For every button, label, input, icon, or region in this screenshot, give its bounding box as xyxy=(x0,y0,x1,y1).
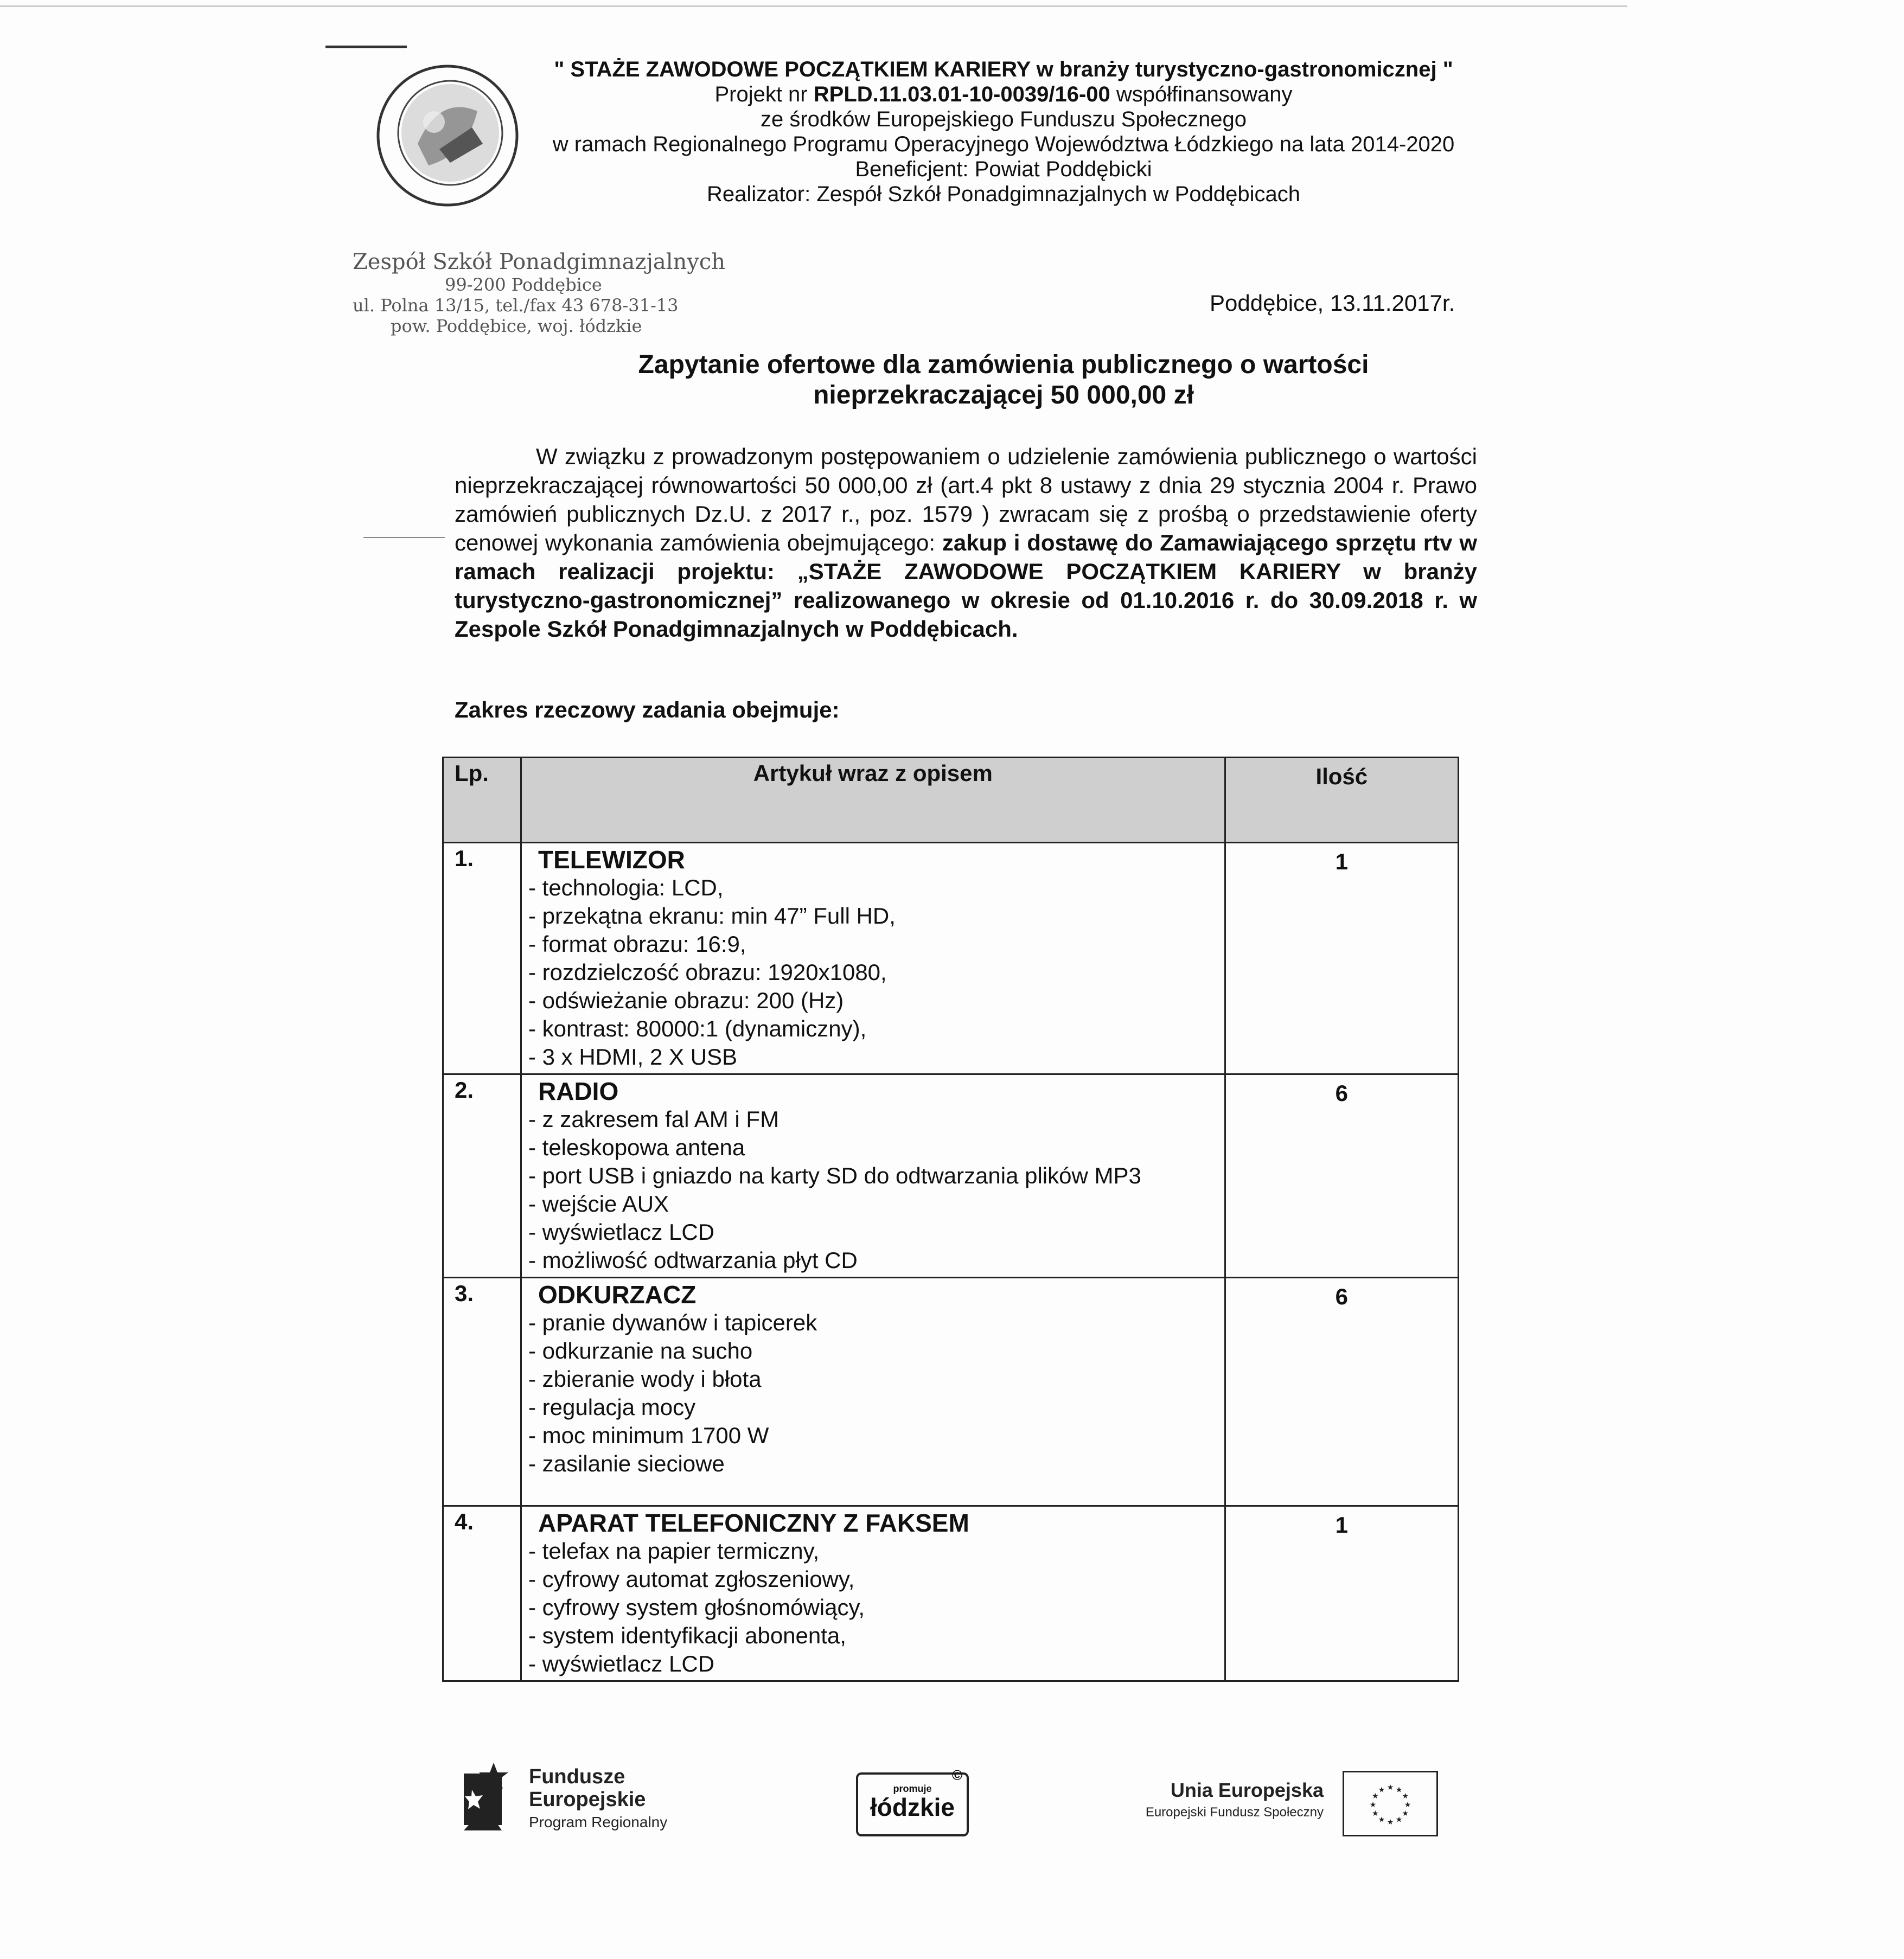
eu-star-icon: ★ xyxy=(1372,1791,1379,1800)
project-number: RPLD.11.03.01-10-0039/16-00 xyxy=(813,82,1110,106)
items-table xyxy=(442,757,1459,1682)
item-spec: - wyświetlacz LCD xyxy=(528,1651,715,1676)
item-spec: - moc minimum 1700 W xyxy=(528,1423,769,1448)
title-line-2: nieprzekraczającej 50 000,00 zł xyxy=(813,381,1194,409)
intro-paragraph xyxy=(455,442,1477,643)
funding-line: ze środków Europejskiego Funduszu Społecznego xyxy=(760,107,1247,131)
row-qty: 6 xyxy=(1225,1278,1458,1506)
stamp-line-1: Zespół Szkół Ponadgimnazjalnych xyxy=(353,249,726,274)
header-lp: Lp. xyxy=(443,758,521,843)
row-qty: 1 xyxy=(1225,843,1458,1074)
eu-star-icon: ★ xyxy=(1404,1800,1411,1809)
fe-line-1: Fundusze xyxy=(529,1765,625,1788)
ue-title: Unia Europejska xyxy=(1170,1779,1324,1801)
row-lp: 3. xyxy=(443,1278,521,1506)
item-name: TELEWIZOR xyxy=(538,846,685,874)
table-row xyxy=(443,1506,1459,1681)
item-spec: - format obrazu: 16:9, xyxy=(528,931,746,957)
fe-line-3: Program Regionalny xyxy=(529,1814,668,1830)
item-spec: - możliwość odtwarzania płyt CD xyxy=(528,1247,858,1273)
eu-star-icon: ★ xyxy=(1395,1815,1403,1824)
item-spec: - teleskopowa antena xyxy=(528,1135,745,1160)
item-spec: - regulacja mocy xyxy=(528,1394,696,1420)
header-dash xyxy=(325,46,407,48)
item-spec: - odkurzanie na sucho xyxy=(528,1338,753,1363)
item-spec: - wyświetlacz LCD xyxy=(528,1219,715,1245)
item-spec: - zbieranie wody i błota xyxy=(528,1366,762,1392)
header-article: Artykuł wraz z opisem xyxy=(521,758,1225,843)
item-spec: - technologia: LCD, xyxy=(528,875,724,900)
margin-mark xyxy=(363,537,445,538)
item-spec: - wejście AUX xyxy=(528,1191,669,1217)
row-article xyxy=(521,1074,1225,1278)
eu-star-icon: ★ xyxy=(1378,1815,1385,1824)
row-article xyxy=(521,843,1225,1074)
item-spec: - telefax na papier termiczny, xyxy=(528,1538,820,1564)
row-article xyxy=(521,1278,1225,1506)
fe-line-2: Europejskie xyxy=(529,1788,646,1811)
unia-europejska-logo xyxy=(1123,1779,1324,1820)
school-stamp xyxy=(353,249,732,336)
title-line-1: Zapytanie ofertowe dla zamówienia publicznego o wartości xyxy=(638,350,1369,379)
item-name: APARAT TELEFONICZNY Z FAKSEM xyxy=(538,1509,969,1537)
header-qty: Ilość xyxy=(1225,758,1458,843)
ue-subtitle: Europejski Fundusz Społeczny xyxy=(1145,1805,1324,1820)
item-spec: - kontrast: 80000:1 (dynamiczny), xyxy=(528,1016,867,1041)
eu-star-icon: ★ xyxy=(1402,1809,1409,1817)
row-lp: 2. xyxy=(443,1074,521,1278)
item-spec: - system identyfikacji abonenta, xyxy=(528,1623,846,1648)
scope-heading: Zakres rzeczowy zadania obejmuje: xyxy=(455,697,840,722)
item-spec: - zasilanie sieciowe xyxy=(528,1451,725,1476)
item-spec: - cyfrowy automat zgłoszeniowy, xyxy=(528,1566,855,1592)
eu-star-icon: ★ xyxy=(1369,1800,1377,1809)
table-row xyxy=(443,1278,1459,1506)
item-spec: - rozdzielczość obrazu: 1920x1080, xyxy=(528,959,887,985)
item-spec: - przekątna ekranu: min 47” Full HD, xyxy=(528,903,896,929)
item-name: RADIO xyxy=(538,1077,619,1105)
row-lp: 4. xyxy=(443,1506,521,1681)
project-number-line xyxy=(488,82,1519,107)
item-spec: - pranie dywanów i tapicerek xyxy=(528,1310,817,1335)
eu-star-icon: ★ xyxy=(1395,1785,1403,1794)
stamp-line-4: pow. Poddębice, woj. łódzkie xyxy=(391,316,642,336)
eu-star-icon: ★ xyxy=(1387,1783,1394,1791)
beneficiary-line: Beneficjent: Powiat Poddębicki xyxy=(855,157,1152,181)
item-spec: - odświeżanie obrazu: 200 (Hz) xyxy=(528,988,844,1013)
table-header-row xyxy=(443,758,1459,843)
document-title xyxy=(542,350,1465,411)
item-spec: - cyfrowy system głośnomówiący, xyxy=(528,1595,865,1620)
row-lp: 1. xyxy=(443,843,521,1074)
fundusze-europejskie-icon xyxy=(464,1763,513,1830)
eu-star-icon: ★ xyxy=(1387,1817,1394,1826)
item-spec: - 3 x HDMI, 2 X USB xyxy=(528,1044,738,1070)
item-spec: - port USB i gniazdo na karty SD do odtwarzania plików MP3 xyxy=(528,1163,1141,1188)
item-spec: - z zakresem fal AM i FM xyxy=(528,1106,780,1132)
eu-star-icon: ★ xyxy=(1402,1791,1409,1800)
fundusze-europejskie-logo xyxy=(529,1765,667,1834)
page-top-edge xyxy=(0,5,1627,7)
row-article xyxy=(521,1506,1225,1681)
eu-star-icon: ★ xyxy=(1372,1809,1379,1817)
project-header xyxy=(488,57,1519,207)
stamp-line-2: 99-200 Poddębice xyxy=(445,274,602,295)
table-row xyxy=(443,1074,1459,1278)
project-number-prefix: Projekt nr xyxy=(714,82,814,106)
document-date: Poddębice, 13.11.2017r. xyxy=(1210,290,1455,316)
intro-text-bold: zakup i dostawę do Zamawiającego sprzętu rtv w ramach realizacji projektu: „STAŻE ZAWODOWE POCZĄTKIEM KARIERY w branży turystyczno-gastronomicznej” realizowanego w okresie od 01.10.2016 r. do 30.09.2018 r. w Zespole Szkół Ponadgimnazjalnych w Poddębicach. xyxy=(455,530,1477,642)
table-row xyxy=(443,843,1459,1074)
eu-flag-icon xyxy=(1343,1771,1438,1836)
program-line: w ramach Regionalnego Programu Operacyjnego Województwa Łódzkiego na lata 2014-2020 xyxy=(552,132,1455,156)
lodz-big-text: łódzkie xyxy=(870,1793,955,1821)
lodz-small-text: promuje xyxy=(893,1783,932,1794)
row-qty: 6 xyxy=(1225,1074,1458,1278)
intro-text: W związku z prowadzonym postępowaniem o udzielenie zamówienia publicznego o wartości nieprzekraczającej równowartości 50 000,00 zł (art.4 pkt 8 ustawy z dnia 29 stycznia 2004 r. Prawo zamówień publicznych Dz.U. z 2017 r., poz. 1579 ) zwracam się z prośbą o przedstawienie oferty cenowej wykonania zamówienia obejmującego: xyxy=(455,444,1477,555)
row-qty: 1 xyxy=(1225,1506,1458,1681)
copyright-mark: © xyxy=(952,1767,963,1783)
project-title: " STAŻE ZAWODOWE POCZĄTKIEM KARIERY w branży turystyczno-gastronomicznej " xyxy=(554,57,1453,81)
project-number-suffix: współfinansowany xyxy=(1110,82,1293,106)
stamp-line-3: ul. Polna 13/15, tel./fax 43 678-31-13 xyxy=(353,295,679,316)
realizer-line: Realizator: Zespół Szkół Ponadgimnazjalnych w Poddębicach xyxy=(707,182,1300,206)
eu-star-icon: ★ xyxy=(1378,1785,1385,1794)
item-name: ODKURZACZ xyxy=(538,1281,697,1309)
